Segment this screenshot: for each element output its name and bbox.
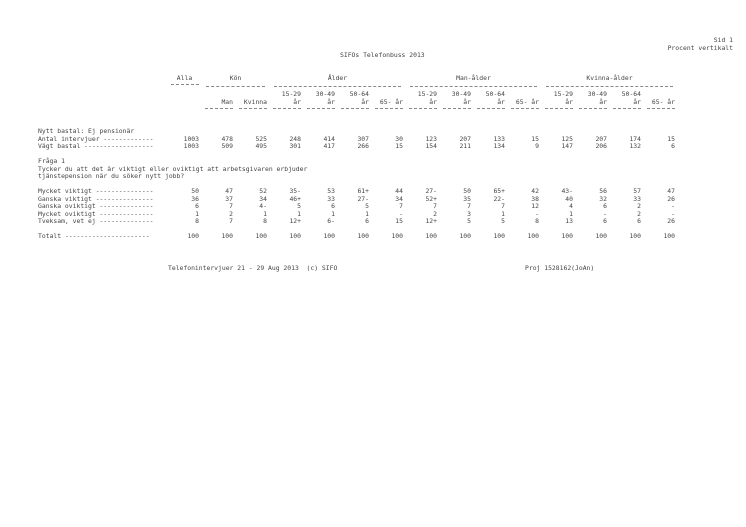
column-header-bottom: år	[599, 98, 607, 106]
table-cell: 52	[259, 187, 267, 195]
table-cell: 7	[467, 202, 471, 210]
table-cell: -	[535, 210, 539, 218]
table-cell: 8	[263, 217, 267, 225]
table-cell: 33	[327, 195, 335, 203]
report-title: SIFOs Telefonbuss 2013	[340, 51, 425, 59]
table-cell: 5	[365, 202, 369, 210]
table-cell: 478	[221, 135, 233, 143]
table-cell: 33	[633, 195, 641, 203]
table-cell: 100	[221, 232, 233, 240]
column-header-top: 30-49	[451, 90, 471, 98]
column-group-underline	[410, 86, 537, 87]
table-cell: 6	[671, 142, 675, 150]
table-cell: 206	[595, 142, 607, 150]
table-cell: -	[671, 202, 675, 210]
column-group-header: Alla	[176, 74, 193, 82]
table-cell: 15	[395, 142, 403, 150]
column-underline	[545, 108, 573, 109]
table-cell: 417	[323, 142, 335, 150]
column-header-top: 15-29	[417, 90, 437, 98]
table-cell: 100	[663, 232, 675, 240]
column-underline	[171, 84, 199, 85]
table-cell: 65+	[493, 187, 505, 195]
question-number: Fråga 1	[38, 157, 65, 165]
question-text-line-2: tjänstepension när du söker nytt jobb?	[38, 172, 185, 180]
table-cell: 53	[327, 187, 335, 195]
column-group-header: Man-ålder	[456, 74, 491, 82]
table-cell: 8	[195, 217, 199, 225]
table-cell: 7	[229, 217, 233, 225]
table-cell: 6	[603, 202, 607, 210]
table-cell: 100	[357, 232, 369, 240]
column-header-bottom: år	[361, 98, 369, 106]
table-cell: 36	[191, 195, 199, 203]
table-cell: 4-	[259, 202, 267, 210]
base-title: Nytt bastal: Ej pensionär	[38, 127, 135, 135]
table-cell: 100	[561, 232, 573, 240]
table-cell: 100	[289, 232, 301, 240]
table-cell: 1	[365, 210, 369, 218]
table-cell: 6	[637, 217, 641, 225]
column-header-bottom: Man	[221, 98, 233, 106]
page-number: Sid 1	[713, 36, 733, 44]
column-underline	[443, 108, 471, 109]
table-cell: 509	[221, 142, 233, 150]
table-cell: 100	[425, 232, 437, 240]
column-underline	[647, 108, 675, 109]
row-label: Ganska viktigt ---------------	[38, 195, 154, 203]
column-underline	[341, 108, 369, 109]
column-header-top: 50-64	[621, 90, 641, 98]
table-cell: 525	[255, 135, 267, 143]
table-cell: 211	[459, 142, 471, 150]
table-cell: 12	[531, 202, 539, 210]
table-cell: 13	[565, 217, 573, 225]
table-cell: 7	[501, 202, 505, 210]
table-cell: 1	[331, 210, 335, 218]
table-cell: 7	[399, 202, 403, 210]
table-cell: 5	[297, 202, 301, 210]
table-cell: 100	[323, 232, 335, 240]
question-text-line-1: Tycker du att det är viktigt eller oviktigt att arbetsgivaren erbjuder	[38, 165, 308, 173]
table-cell: 132	[629, 142, 641, 150]
table-cell: 56	[599, 187, 607, 195]
table-cell: 6-	[327, 217, 335, 225]
table-cell: 27-	[425, 187, 437, 195]
table-cell: 100	[493, 232, 505, 240]
table-cell: 50	[191, 187, 199, 195]
column-group-underline	[546, 86, 673, 87]
table-cell: 42	[531, 187, 539, 195]
table-cell: 15	[667, 135, 675, 143]
table-cell: 35-	[289, 187, 301, 195]
table-cell: 100	[391, 232, 403, 240]
column-underline	[409, 108, 437, 109]
table-cell: 2	[229, 210, 233, 218]
row-label: Mycket viktigt ---------------	[38, 187, 154, 195]
table-cell: 15	[395, 217, 403, 225]
table-cell: 2	[637, 210, 641, 218]
table-cell: 61+	[357, 187, 369, 195]
table-cell: 1	[263, 210, 267, 218]
table-cell: 266	[357, 142, 369, 150]
column-underline	[307, 108, 335, 109]
table-cell: 134	[493, 142, 505, 150]
column-header-bottom: år	[293, 98, 301, 106]
row-label: Tveksam, vet ej --------------	[38, 217, 154, 225]
table-cell: 301	[289, 142, 301, 150]
table-cell: 32	[599, 195, 607, 203]
column-header-top: 15-29	[553, 90, 573, 98]
table-cell: 495	[255, 142, 267, 150]
column-header-bottom: år	[497, 98, 505, 106]
table-cell: 8	[535, 217, 539, 225]
table-cell: 57	[633, 187, 641, 195]
table-cell: 248	[289, 135, 301, 143]
column-group-header: Kvinna-ålder	[586, 74, 633, 82]
table-cell: 44	[395, 187, 403, 195]
column-underline	[613, 108, 641, 109]
table-cell: 4	[569, 202, 573, 210]
table-cell: 35	[463, 195, 471, 203]
row-label: Totalt ----------------------	[38, 232, 150, 240]
column-underline	[205, 108, 233, 109]
table-cell: 125	[561, 135, 573, 143]
table-cell: 40	[565, 195, 573, 203]
column-header-bottom: år	[565, 98, 573, 106]
column-group-header: Kön	[229, 74, 242, 82]
table-cell: 7	[229, 202, 233, 210]
table-cell: 34	[259, 195, 267, 203]
table-cell: 6	[365, 217, 369, 225]
table-cell: -	[399, 210, 403, 218]
row-label: Ganska oviktigt --------------	[38, 202, 154, 210]
table-cell: 133	[493, 135, 505, 143]
percent-mode-label: Procent vertikalt	[667, 44, 733, 52]
table-cell: 100	[595, 232, 607, 240]
column-underline	[477, 108, 505, 109]
table-cell: 307	[357, 135, 369, 143]
table-cell: 47	[225, 187, 233, 195]
table-cell: 38	[531, 195, 539, 203]
column-header-bottom: 65- år	[515, 98, 539, 106]
table-cell: -	[671, 210, 675, 218]
column-header-bottom: år	[463, 98, 471, 106]
footer-project: Proj 1528162(JoAn)	[525, 264, 595, 272]
table-cell: 207	[595, 135, 607, 143]
table-cell: 1	[297, 210, 301, 218]
table-cell: 12+	[289, 217, 301, 225]
table-cell: 1	[569, 210, 573, 218]
column-header-bottom: år	[327, 98, 335, 106]
table-cell: 154	[425, 142, 437, 150]
column-group-underline	[274, 86, 401, 87]
table-cell: 37	[225, 195, 233, 203]
table-cell: 5	[501, 217, 505, 225]
table-cell: 3	[467, 210, 471, 218]
table-cell: 1003	[183, 142, 199, 150]
table-cell: 1003	[183, 135, 199, 143]
column-underline	[239, 108, 267, 109]
column-underline	[511, 108, 539, 109]
table-cell: 52+	[425, 195, 437, 203]
table-cell: 50	[463, 187, 471, 195]
table-cell: 100	[459, 232, 471, 240]
table-cell: 46+	[289, 195, 301, 203]
row-label: Antal intervjuer -------------	[38, 135, 154, 143]
column-header-top: 15-29	[281, 90, 301, 98]
row-label: Mycket oviktigt --------------	[38, 210, 154, 218]
column-header-top: 50-64	[349, 90, 369, 98]
table-cell: 22-	[493, 195, 505, 203]
table-cell: 26	[667, 217, 675, 225]
table-cell: 123	[425, 135, 437, 143]
table-cell: 7	[433, 202, 437, 210]
table-cell: 5	[467, 217, 471, 225]
column-header-bottom: år	[429, 98, 437, 106]
column-underline	[273, 108, 301, 109]
column-group-header: Ålder	[327, 74, 348, 82]
table-cell: 27-	[357, 195, 369, 203]
table-cell: 1	[501, 210, 505, 218]
table-cell: -	[603, 210, 607, 218]
table-cell: 6	[603, 217, 607, 225]
column-group-underline	[206, 86, 265, 87]
table-cell: 26	[667, 195, 675, 203]
table-cell: 2	[433, 210, 437, 218]
table-cell: 1	[195, 210, 199, 218]
column-header-bottom: Kvinna	[243, 98, 267, 106]
table-cell: 6	[331, 202, 335, 210]
column-underline	[579, 108, 607, 109]
table-cell: 100	[629, 232, 641, 240]
footer-fieldwork: Telefonintervjuer 21 - 29 Aug 2013 (c) SIFO	[168, 264, 338, 272]
column-header-top: 30-49	[315, 90, 335, 98]
table-cell: 43-	[561, 187, 573, 195]
column-header-top: 50-64	[485, 90, 505, 98]
row-label: Vägt bastal ------------------	[38, 142, 154, 150]
column-header-bottom: 65- år	[379, 98, 403, 106]
table-cell: 100	[527, 232, 539, 240]
table-cell: 174	[629, 135, 641, 143]
column-header-bottom: 65- år	[651, 98, 675, 106]
table-cell: 100	[255, 232, 267, 240]
table-cell: 100	[187, 232, 199, 240]
table-cell: 15	[531, 135, 539, 143]
table-cell: 47	[667, 187, 675, 195]
table-cell: 34	[395, 195, 403, 203]
table-cell: 414	[323, 135, 335, 143]
table-cell: 30	[395, 135, 403, 143]
column-header-top: 30-49	[587, 90, 607, 98]
table-cell: 6	[195, 202, 199, 210]
column-underline	[375, 108, 403, 109]
table-cell: 2	[637, 202, 641, 210]
table-cell: 147	[561, 142, 573, 150]
table-cell: 207	[459, 135, 471, 143]
column-header-bottom: år	[633, 98, 641, 106]
table-cell: 9	[535, 142, 539, 150]
table-cell: 12+	[425, 217, 437, 225]
